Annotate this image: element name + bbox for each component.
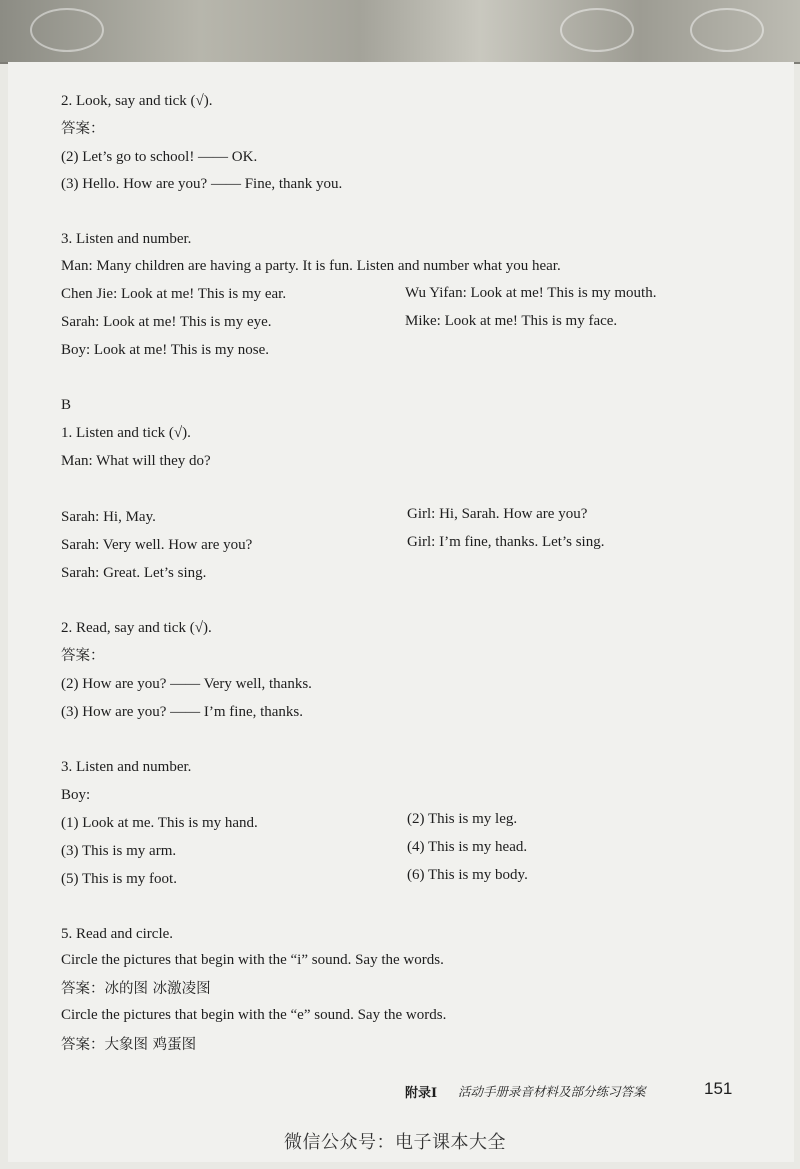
script-line: Boy: Look at me! This is my nose.	[61, 342, 270, 358]
answer-line: 答案：冰的图 冰激凌图	[61, 981, 211, 997]
script-line: (1) Look at me. This is my hand.	[61, 815, 258, 831]
answer-line: (2) How are you? —— Very well, thanks.	[61, 676, 312, 692]
script-intro: Man: Many children are having a party. It is fun. Listen and number what you hear.	[61, 258, 561, 274]
answer-line: 答案：大象图 鸡蛋图	[61, 1037, 197, 1053]
script-line: Sarah: Great. Let’s sing.	[61, 565, 207, 581]
answer-label: 答案：	[61, 648, 105, 664]
script-line: Girl: I’m fine, thanks. Let’s sing.	[407, 534, 605, 550]
answer-label: 答案：	[61, 121, 105, 137]
script-line: Wu Yifan: Look at me! This is my mouth.	[405, 285, 657, 301]
script-line: Girl: Hi, Sarah. How are you?	[407, 506, 588, 522]
section-heading: 1. Listen and tick (√).	[61, 425, 191, 441]
part-label: B	[61, 397, 72, 413]
answer-line: (3) How are you? —— I’m fine, thanks.	[61, 704, 304, 720]
watermark-text: 微信公众号：电子课本大全	[284, 1132, 506, 1153]
script-line: (6) This is my body.	[407, 867, 528, 883]
script-line: Chen Jie: Look at me! This is my ear.	[61, 286, 287, 302]
page-number: 151	[704, 1079, 733, 1098]
question-line: Circle the pictures that begin with the “e” sound. Say the words.	[61, 1007, 447, 1023]
banner-swirl-decoration	[30, 8, 104, 52]
section-heading: 5. Read and circle.	[61, 926, 174, 942]
script-line: Mike: Look at me! This is my face.	[405, 313, 618, 329]
speaker-label: Boy:	[61, 787, 91, 803]
script-intro: Man: What will they do?	[61, 453, 211, 469]
question-line: Circle the pictures that begin with the “i” sound. Say the words.	[61, 952, 444, 968]
banner-swirl-decoration	[690, 8, 764, 52]
script-line: Sarah: Hi, May.	[61, 509, 156, 525]
answer-line: (2) Let’s go to school! —— OK.	[61, 149, 258, 165]
banner-swirl-decoration	[560, 8, 634, 52]
script-line: (5) This is my foot.	[61, 871, 177, 887]
decorative-top-banner	[0, 0, 800, 64]
script-line: (4) This is my head.	[407, 839, 528, 855]
answer-line: (3) Hello. How are you? —— Fine, thank you.	[61, 176, 343, 192]
section-heading: 3. Listen and number.	[61, 231, 192, 247]
script-line: (3) This is my arm.	[61, 843, 177, 859]
script-line: Sarah: Very well. How are you?	[61, 537, 253, 553]
section-heading: 3. Listen and number.	[61, 759, 192, 775]
script-line: (2) This is my leg.	[407, 811, 518, 827]
section-heading: 2. Look, say and tick (√).	[61, 93, 213, 109]
script-line: Sarah: Look at me! This is my eye.	[61, 314, 272, 330]
section-heading: 2. Read, say and tick (√).	[61, 620, 212, 636]
footer-appendix-label: 附录I	[405, 1086, 438, 1101]
textbook-page	[8, 62, 794, 1162]
footer-title: 活动手册录音材料及部分练习答案	[458, 1084, 646, 1099]
